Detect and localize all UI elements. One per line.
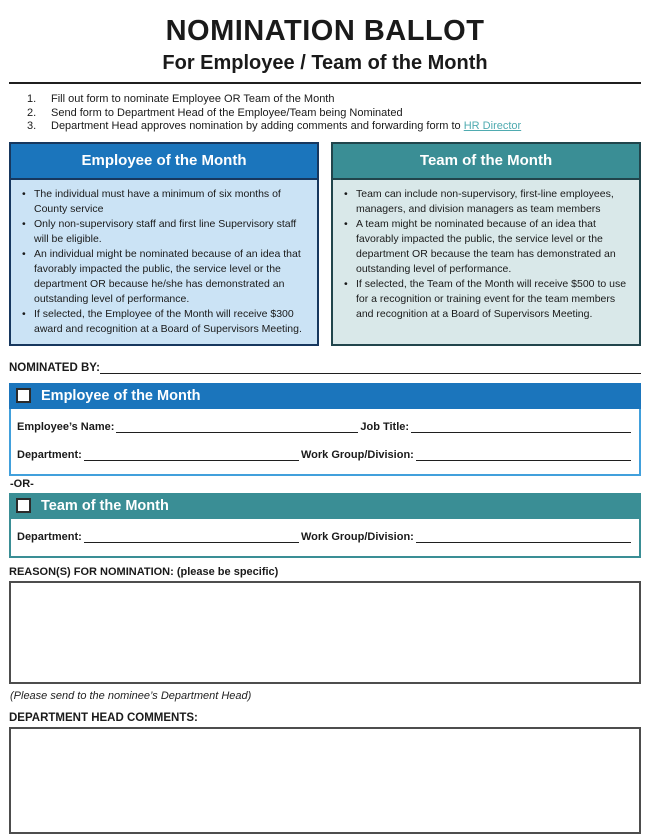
instruction-number: 3.: [27, 120, 37, 133]
instruction-text: Fill out form to nominate Employee OR Team of the Month: [51, 93, 335, 106]
instruction-item-2: [27, 107, 641, 121]
instruction-item-3: [27, 120, 641, 134]
team-department-row: [17, 530, 631, 543]
hr-director-link[interactable]: HR Director: [463, 120, 522, 133]
team-bullet: • A team might be nominated because of an idea that favorably impacted the public, the service level or the department OR because the team has demonstrated an outstanding level of performance.: [339, 217, 630, 277]
employee-name-row: [17, 420, 631, 433]
instruction-number: 1.: [27, 93, 37, 106]
team-checkbox[interactable]: [16, 498, 31, 513]
nominated-by-row: [9, 361, 641, 374]
employee-name-line[interactable]: [116, 420, 358, 433]
info-panels: [9, 142, 641, 346]
team-section-title: Team of the Month: [41, 497, 169, 514]
employee-panel-body: [11, 180, 317, 344]
employee-bullet: • The individual must have a minimum of six months of County service: [17, 187, 308, 217]
document-header: [9, 16, 641, 84]
employee-bullet: • If selected, the Employee of the Month will receive $300 award and recognition at a Board of Supervisors Meeting.: [17, 307, 308, 337]
employee-bullet: • Only non-supervisory staff and first line Supervisory staff will be eligible.: [17, 217, 308, 247]
work-group-label: Work Group/Division:: [300, 448, 414, 461]
employee-checkbox[interactable]: [16, 388, 31, 403]
team-department-label: Department:: [17, 530, 82, 543]
employee-fields-box: [9, 409, 641, 476]
reason-label: REASON(S) FOR NOMINATION: (please be specific): [9, 565, 279, 578]
team-bullet: • Team can include non-supervisory, first-line employees, managers, and division managers as team members: [339, 187, 630, 217]
department-label: Department:: [17, 448, 82, 461]
or-label: -OR-: [10, 477, 34, 490]
comments-textarea[interactable]: [9, 727, 641, 834]
employee-section-banner: [9, 383, 641, 409]
instruction-text: Department Head approves nomination by adding comments and forwarding form to HR Director: [51, 120, 522, 133]
work-group-line[interactable]: [416, 448, 631, 461]
team-panel-body: [333, 180, 639, 344]
department-line[interactable]: [84, 448, 299, 461]
page-subtitle: For Employee / Team of the Month: [162, 52, 488, 75]
team-panel-title: Team of the Month: [333, 144, 639, 180]
reason-textarea[interactable]: [9, 581, 641, 684]
instruction-text: Send form to Department Head of the Employee/Team being Nominated: [51, 106, 403, 119]
employee-section-title: Employee of the Month: [41, 387, 201, 404]
employee-info-panel: [9, 142, 319, 346]
job-title-line[interactable]: [411, 420, 631, 433]
page-title: NOMINATION BALLOT: [165, 15, 485, 47]
employee-name-label: Employee’s Name:: [17, 420, 115, 433]
team-work-group-line[interactable]: [416, 530, 631, 543]
team-bullet: • If selected, the Team of the Month will receive $500 to use for a recognition or training event for the team members and recognition at a Board of Supervisors Meeting.: [339, 277, 630, 322]
employee-department-row: [17, 448, 631, 461]
team-department-line[interactable]: [84, 530, 299, 543]
team-fields-box: [9, 519, 641, 558]
send-to-note: (Please send to the nominee’s Department Head): [10, 689, 252, 702]
instruction-number: 2.: [27, 106, 37, 119]
comments-label: DEPARTMENT HEAD COMMENTS:: [9, 711, 198, 724]
nominated-by-label: NOMINATED BY:: [9, 361, 100, 374]
job-title-label: Job Title:: [360, 420, 410, 433]
instruction-item-1: [27, 93, 641, 107]
team-work-group-label: Work Group/Division:: [300, 530, 414, 543]
team-section-banner: [9, 493, 641, 519]
team-info-panel: [331, 142, 641, 346]
employee-panel-title: Employee of the Month: [11, 144, 317, 180]
employee-bullet: • An individual might be nominated because of an idea that favorably impacted the public, the service level or the department OR because he/she has demonstrated an outstanding level of performance.: [17, 247, 308, 307]
nominated-by-line[interactable]: [100, 361, 641, 374]
instructions-list: [27, 93, 641, 134]
